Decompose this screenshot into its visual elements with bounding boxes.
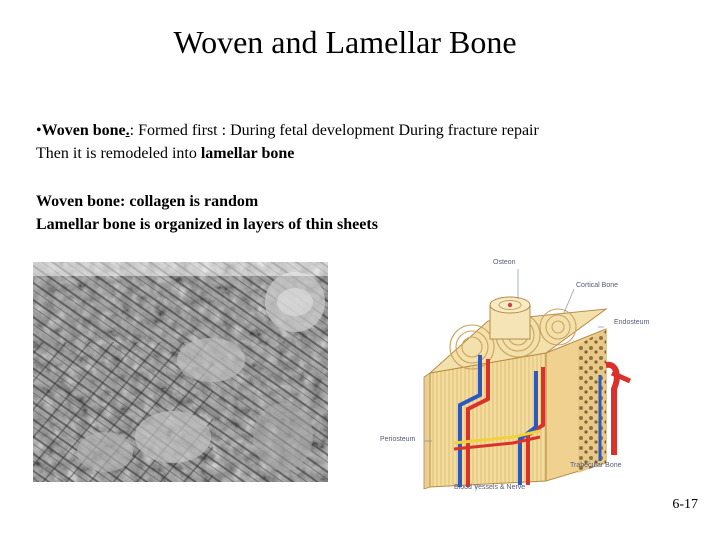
woven-bone-micrograph (33, 262, 328, 482)
label-trabecular-bone: Trabecular Bone (570, 462, 622, 469)
slide-title: Woven and Lamellar Bone (173, 24, 517, 60)
woven-bone-paragraph (36, 119, 676, 165)
lamellar-bone-term: lamellar bone (200, 145, 295, 162)
collagen-paragraph (36, 190, 676, 236)
para1-text1: : Formed first : During fetal development During fracture repair (129, 122, 539, 139)
para2-line2: Lamellar bone is organized in layers of thin sheets (36, 216, 378, 233)
label-periosteum: Periosteum (380, 436, 416, 443)
para1-line1 (36, 119, 676, 142)
label-osteon: Osteon (493, 259, 516, 266)
label-blood-vessels-nerve: Blood Vessels & Nerve (454, 484, 526, 491)
bone-cross-section-illustration (368, 255, 668, 495)
para1-line2 (36, 142, 676, 165)
lamellar-bone-diagram (368, 255, 668, 495)
slide-number: 6-17 (672, 497, 698, 512)
woven-bone-term: Woven bone (41, 122, 126, 139)
woven-bone-term-suffix: . (125, 122, 130, 139)
para2-line1: Woven bone: collagen is random (36, 193, 259, 210)
label-cortical-bone: Cortical Bone (576, 282, 619, 289)
bullet: • (36, 122, 42, 139)
para1-text2: Then it is remodeled into (36, 145, 201, 162)
label-endosteum: Endosteum (614, 319, 650, 326)
micrograph-image (33, 262, 328, 482)
